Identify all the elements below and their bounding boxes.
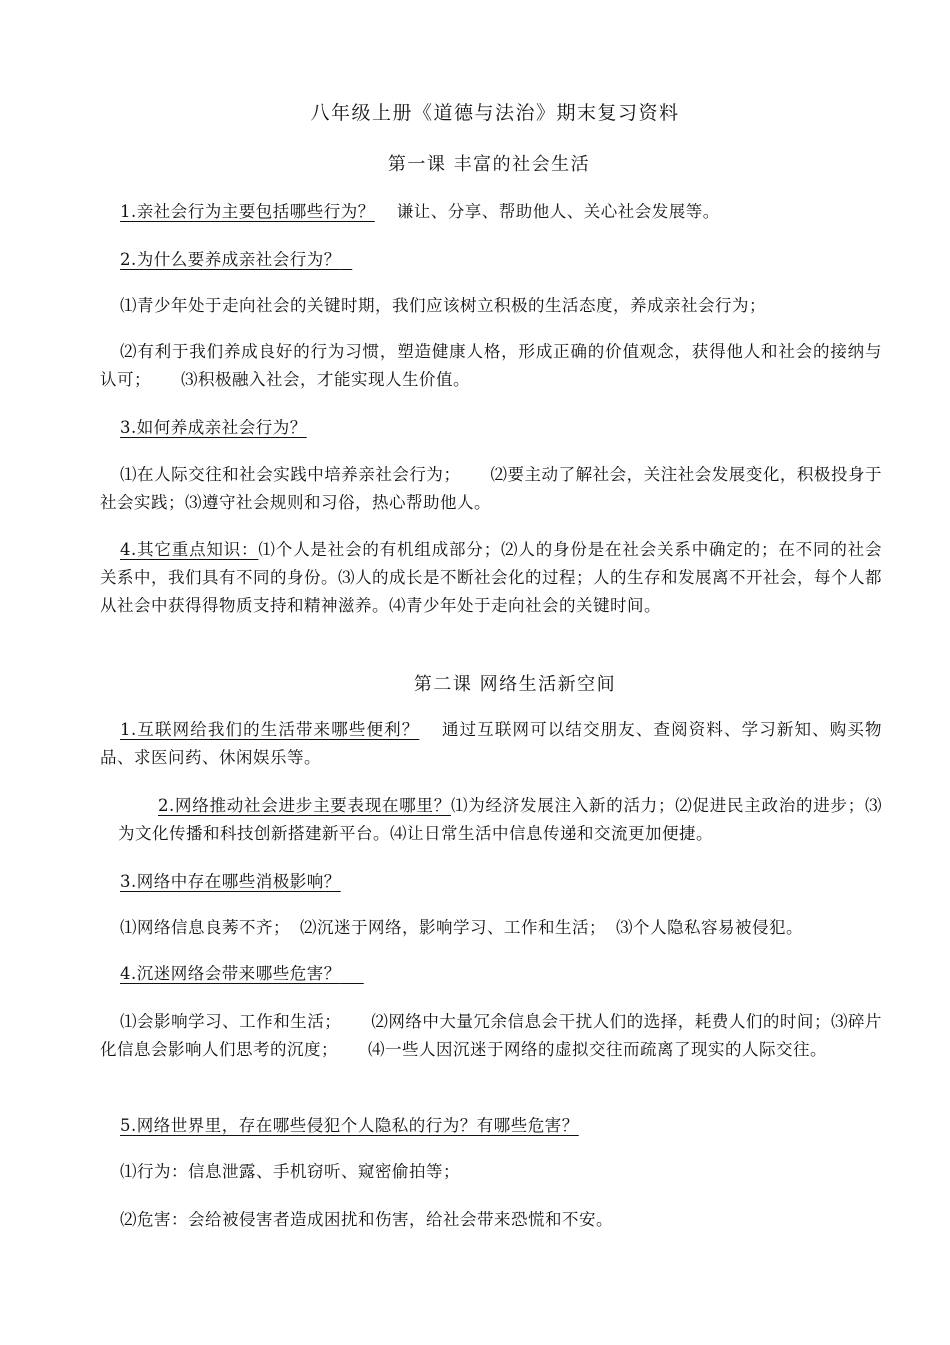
l1-q1 [100, 198, 882, 226]
l2-q4-a2-text: ⑵网络中大量冗余信息会干扰人们的选择，耗费人们的时间；⑶碎片化信息会影响人们思考的沉度； [100, 1012, 883, 1059]
l1-q3-question: 3.如何养成亲社会行为？ [120, 418, 307, 437]
l1-q3-a2-text: ⑵要主动了解社会，关注社会发展变化，积极投身于社会实践；⑶遵守社会规则和习俗，热心帮助他人。 [100, 465, 883, 512]
l2-q4-a3-text: ⑷一些人因沉迷于网络的虚拟交往而疏离了现实的人际交往。 [368, 1040, 827, 1059]
l2-q5-a1-text: ⑴行为：信息泄露、手机窃听、窥密偷拍等； [120, 1162, 460, 1181]
l2-q5-heading [100, 1112, 882, 1140]
l2-q3-heading [100, 868, 882, 896]
l2-q3-answers [100, 914, 882, 942]
l2-q4-a1-text: ⑴会影响学习、工作和生活； [120, 1012, 342, 1031]
l1-q2-a2 [100, 338, 882, 394]
l1-q4 [100, 536, 882, 620]
l1-q2-a1-text: ⑴青少年处于走向社会的关键时期，我们应该树立积极的生活态度，养成亲社会行为； [120, 296, 766, 315]
l1-q2-a2-text: ⑵有利于我们养成良好的行为习惯，塑造健康人格，形成正确的价值观念，获得他人和社会的接纳与认可； [100, 342, 882, 389]
l2-q4-heading [100, 960, 882, 988]
l2-q5-a2-text: ⑵危害：会给被侵害者造成困扰和伤害，给社会带来恐慌和不安。 [120, 1210, 613, 1229]
l1-q4-answer: ⑴个人是社会的有机组成部分；⑵人的身份是在社会关系中确定的；在不同的社会关系中，我们具有不同的身份。⑶人的成长是不断社会化的过程；人的生存和发展离不开社会，每个人都从社会中获得得物质支持和精神滋养。⑷青少年处于走向社会的关键时间。 [100, 540, 883, 615]
l2-q4-question: 4.沉迷网络会带来哪些危害？ [120, 964, 341, 983]
l2-q5-a2 [100, 1206, 882, 1234]
l2-q5-question: 5.网络世界里，存在哪些侵犯个人隐私的行为？有哪些危害？ [120, 1116, 579, 1135]
l2-q4-answers [100, 1008, 882, 1064]
l1-q2-question: 2.为什么要养成亲社会行为？ [120, 250, 341, 269]
l2-q1 [100, 716, 882, 772]
l1-q3-a1-text: ⑴在人际交往和社会实践中培养亲社会行为； [120, 465, 461, 484]
lesson2-title: 第二课 网络生活新空间 [413, 674, 617, 695]
l1-q4-question: 4.其它重点知识： [120, 540, 259, 559]
document-title: 八年级上册《道德与法治》期末复习资料 [310, 102, 680, 124]
l1-q2-a1 [100, 292, 882, 320]
l2-q3-question: 3.网络中存在哪些消极影响？ [120, 872, 341, 891]
l2-q1-question: 1.互联网给我们的生活带来哪些便利？ [120, 720, 420, 739]
l1-q1-question: 1.亲社会行为主要包括哪些行为？ [120, 202, 375, 221]
l2-q2 [100, 792, 882, 848]
l1-q1-answer: 谦让、分享、帮助他人、关心社会发展等。 [396, 202, 720, 221]
l1-q2-heading [100, 246, 882, 274]
l2-q3-a2-text: ⑵沉迷于网络，影响学习、工作和生活； [300, 918, 606, 937]
l1-q3-answers [100, 461, 882, 517]
lesson1-title: 第一课 丰富的社会生活 [387, 154, 591, 175]
l2-q3-a3-text: ⑶个人隐私容易被侵犯。 [616, 918, 803, 937]
l1-q2-a3-text: ⑶积极融入社会，才能实现人生价值。 [181, 370, 470, 389]
l2-q5-a1 [100, 1158, 882, 1186]
l2-q1-answer: 通过互联网可以结交朋友、查阅资料、学习新知、购买物品、求医问药、休闲娱乐等。 [100, 720, 882, 767]
l1-q3-heading [100, 414, 882, 442]
l2-q2-answer: ⑴为经济发展注入新的活力；⑵促进民主政治的进步；⑶为文化传播和科技创新搭建新平台。⑷让日常生活中信息传递和交流更加便捷。 [118, 796, 882, 843]
l2-q2-question: 2.网络推动社会进步主要表现在哪里？ [158, 796, 451, 815]
l2-q3-a1-text: ⑴网络信息良莠不齐； [120, 918, 290, 937]
